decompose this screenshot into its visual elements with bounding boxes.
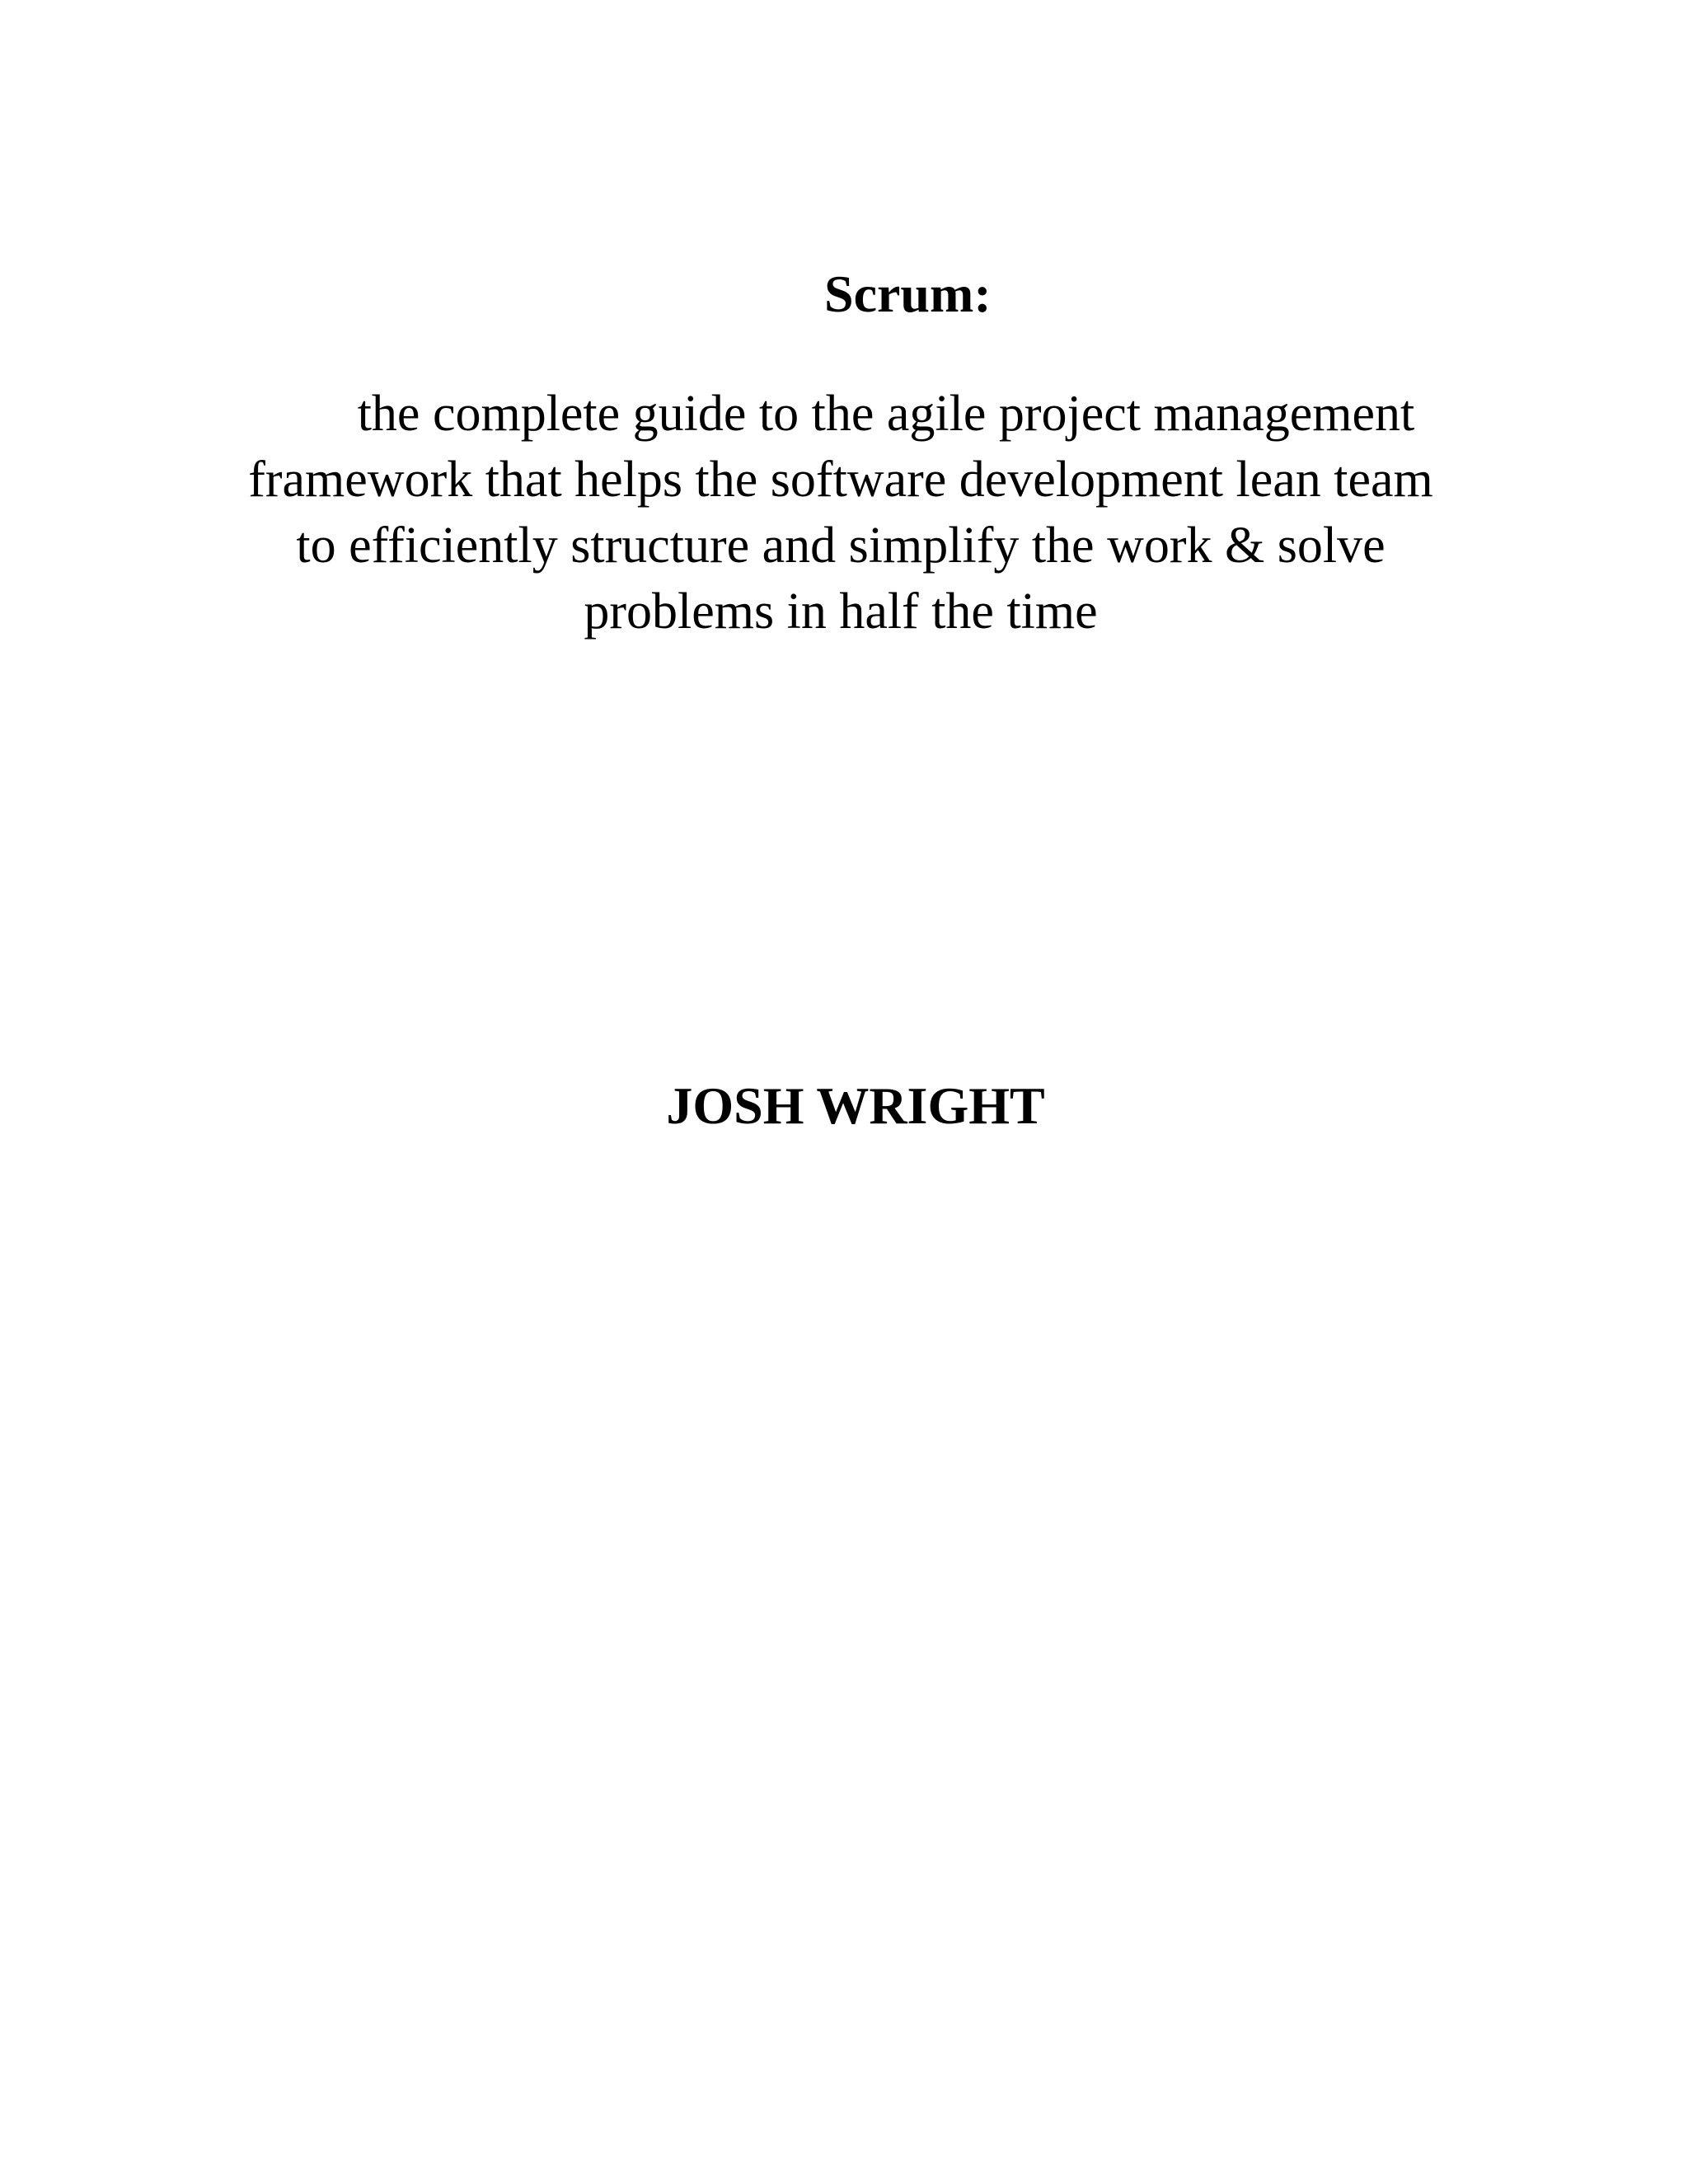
- subtitle-line: the complete guide to the agile project management: [357, 386, 1415, 442]
- subtitle-line: problems in half the time: [584, 583, 1098, 640]
- document-subtitle: [181, 381, 1500, 644]
- author-name: JOSH WRIGHT: [666, 1076, 1045, 1135]
- document-title: Scrum:: [824, 265, 992, 323]
- subtitle-line: framework that helps the software development lean team: [248, 452, 1433, 508]
- subtitle-line: to efficiently structure and simplify the work & solve: [296, 518, 1386, 574]
